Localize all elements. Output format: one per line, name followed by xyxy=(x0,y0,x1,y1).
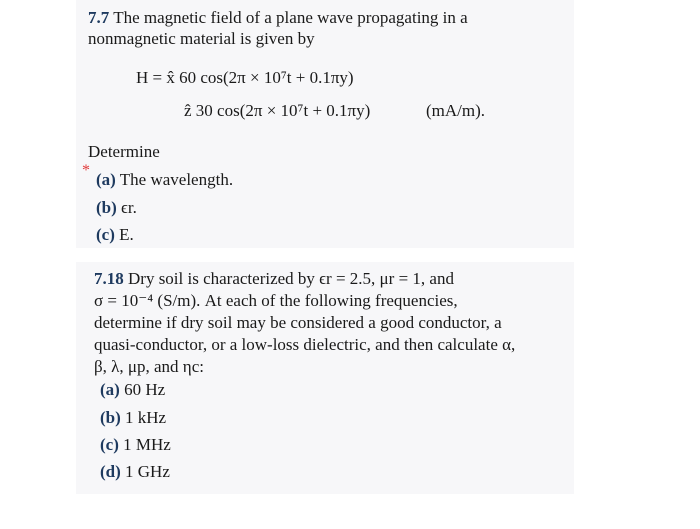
problem-7-18-line2: σ = 10⁻⁴ (S/m). At each of the following frequencies, xyxy=(94,291,458,310)
part-label: (b) xyxy=(96,198,117,217)
part-text: 1 GHz xyxy=(125,462,170,481)
part-text: 1 MHz xyxy=(123,435,171,454)
part-label: (c) xyxy=(96,225,115,244)
asterisk-marker: * xyxy=(82,162,90,179)
problem-7-18-line3: determine if dry soil may be considered a good conductor, a xyxy=(94,313,502,332)
part-b xyxy=(96,198,137,218)
determine-label: Determine xyxy=(88,142,160,161)
equation-line2: ẑ 30 cos(2π × 10⁷t + 0.1πy) xyxy=(184,101,371,120)
part-c xyxy=(96,225,134,245)
equation-units: (mA/m). xyxy=(426,101,486,120)
part-label: (d) xyxy=(100,462,121,481)
part-c xyxy=(100,435,171,455)
part-text: ϵr. xyxy=(121,198,137,217)
part-b xyxy=(100,408,166,428)
problem-number: 7.18 xyxy=(94,269,124,288)
part-text: 1 kHz xyxy=(125,408,167,427)
part-label: (a) xyxy=(96,170,116,189)
problem-text: Dry soil is characterized by ϵr = 2.5, μr = 1, and xyxy=(128,269,454,288)
problem-7-18-line5: β, λ, μp, and ηc: xyxy=(94,357,204,376)
problem-7-18-card xyxy=(76,262,574,494)
part-label: (a) xyxy=(100,380,120,399)
part-text: E. xyxy=(119,225,134,244)
problem-7-7-card xyxy=(76,0,574,248)
problem-7-18-line1 xyxy=(94,269,454,289)
part-label: (c) xyxy=(100,435,119,454)
equation-line1: H = x̂ 60 cos(2π × 10⁷t + 0.1πy) xyxy=(136,68,354,87)
problem-7-7-line2: nonmagnetic material is given by xyxy=(88,29,315,48)
part-a xyxy=(96,170,233,190)
part-text: The wavelength. xyxy=(119,170,234,189)
part-d xyxy=(100,462,170,482)
problem-7-18-line4: quasi-conductor, or a low-loss dielectric, and then calculate α, xyxy=(94,335,516,354)
problem-number: 7.7 xyxy=(88,8,110,27)
part-text: 60 Hz xyxy=(124,380,166,399)
part-a xyxy=(100,380,165,400)
part-label: (b) xyxy=(100,408,121,427)
problem-text: The magnetic field of a plane wave propagating in a xyxy=(113,8,468,27)
problem-7-7-line1 xyxy=(88,8,468,28)
